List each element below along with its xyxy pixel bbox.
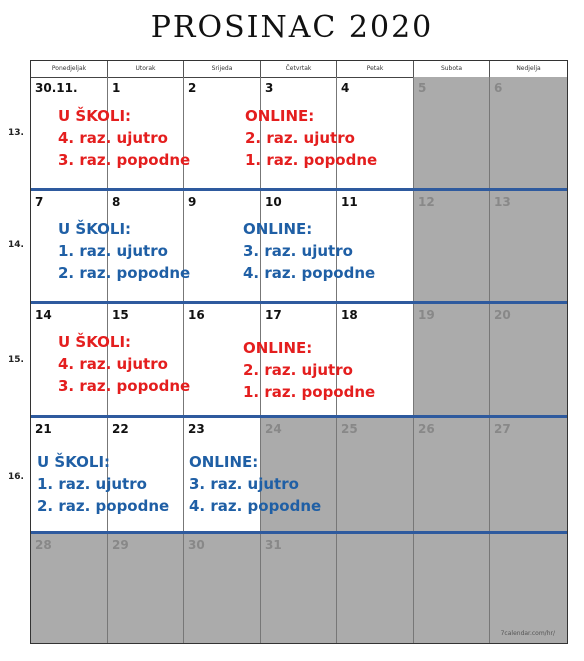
note-school-week14 <box>58 218 190 284</box>
source-footer: 7calendar.com/hr/ <box>500 630 555 637</box>
day-number: 14 <box>35 308 52 322</box>
day-number: 19 <box>418 308 435 322</box>
day-number: 5 <box>418 81 427 95</box>
day-cell <box>337 534 414 643</box>
week-separator <box>31 415 567 418</box>
note-line: 1. raz. ujutro <box>37 475 147 493</box>
note-line: 1. raz. popodne <box>245 151 378 169</box>
day-number: 24 <box>265 422 282 436</box>
note-line: 3. raz. ujutro <box>189 475 299 493</box>
day-number: 4 <box>341 81 350 95</box>
day-number: 17 <box>265 308 282 322</box>
weekday-friday: Petak <box>337 61 414 77</box>
weekday-sunday: Nedjelja <box>516 65 541 72</box>
day-number: 8 <box>112 195 121 209</box>
day-cell <box>490 534 567 643</box>
week-separator <box>31 531 567 534</box>
note-title: U ŠKOLI: <box>37 453 111 471</box>
weekday-saturday: Subota <box>414 61 490 77</box>
note-line: 3. raz. ujutro <box>243 242 353 260</box>
day-number: 11 <box>341 195 358 209</box>
day-number: 22 <box>112 422 129 436</box>
day-number: 20 <box>494 308 511 322</box>
day-number: 26 <box>418 422 435 436</box>
weekday-monday: Ponedjeljak <box>31 61 108 77</box>
day-cell <box>490 304 567 415</box>
day-number: 23 <box>188 422 205 436</box>
note-school-week15 <box>58 331 190 397</box>
day-cell <box>414 418 490 531</box>
calendar-grid <box>30 60 568 644</box>
day-number: 30.11. <box>35 81 78 95</box>
day-cell <box>414 534 490 643</box>
day-number: 3 <box>265 81 274 95</box>
day-number: 1 <box>112 81 121 95</box>
day-number: 25 <box>341 422 358 436</box>
day-cell <box>184 534 261 643</box>
weekday-thursday: Četvrtak <box>261 61 337 77</box>
note-line: 4. raz. popodne <box>243 264 376 282</box>
day-number: 27 <box>494 422 511 436</box>
day-cell <box>261 534 337 643</box>
day-cell <box>31 534 108 643</box>
note-title: ONLINE: <box>243 220 313 238</box>
day-number: 30 <box>188 538 205 552</box>
day-number: 28 <box>35 538 52 552</box>
note-title: ONLINE: <box>243 339 313 357</box>
note-title: U ŠKOLI: <box>58 107 132 125</box>
day-cell <box>414 77 490 188</box>
note-title: U ŠKOLI: <box>58 220 132 238</box>
day-cell <box>414 304 490 415</box>
day-number: 7 <box>35 195 44 209</box>
day-number: 12 <box>418 195 435 209</box>
day-number: 21 <box>35 422 52 436</box>
day-number: 18 <box>341 308 358 322</box>
day-cell <box>490 191 567 301</box>
note-line: 3. raz. popodne <box>58 377 191 395</box>
day-number: 6 <box>494 81 503 95</box>
note-line: 4. raz. ujutro <box>58 355 168 373</box>
weekday-header <box>31 61 567 78</box>
note-school-week13 <box>58 105 190 171</box>
day-number: 16 <box>188 308 205 322</box>
note-line: 4. raz. popodne <box>189 497 322 515</box>
day-cell <box>490 77 567 188</box>
day-number: 10 <box>265 195 282 209</box>
day-cell <box>490 418 567 531</box>
calendar-title: PROSINAC 2020 <box>150 10 434 45</box>
week-separator <box>31 301 567 304</box>
note-line: 2. raz. ujutro <box>243 361 353 379</box>
day-number: 2 <box>188 81 197 95</box>
note-online-week15 <box>243 337 375 403</box>
note-online-week14 <box>243 218 375 284</box>
day-number: 9 <box>188 195 197 209</box>
weekday-wednesday: Srijeda <box>184 61 261 77</box>
note-online-week16 <box>189 451 321 517</box>
week-number-13: 13. <box>8 128 24 138</box>
week-number-14: 14. <box>8 240 24 250</box>
note-line: 4. raz. ujutro <box>58 129 168 147</box>
note-title: ONLINE: <box>189 453 259 471</box>
note-school-week16 <box>37 451 169 517</box>
note-line: 2. raz. popodne <box>37 497 170 515</box>
day-number: 29 <box>112 538 129 552</box>
day-cell <box>414 191 490 301</box>
day-number: 13 <box>494 195 511 209</box>
day-number: 31 <box>265 538 282 552</box>
day-cell <box>337 418 414 531</box>
note-title: ONLINE: <box>245 107 315 125</box>
note-line: 1. raz. popodne <box>243 383 376 401</box>
note-line: 3. raz. popodne <box>58 151 191 169</box>
note-line: 1. raz. ujutro <box>58 242 168 260</box>
weekday-tuesday: Utorak <box>108 61 184 77</box>
day-number: 15 <box>112 308 129 322</box>
note-line: 2. raz. ujutro <box>245 129 355 147</box>
note-title: U ŠKOLI: <box>58 333 132 351</box>
day-cell <box>108 534 184 643</box>
note-line: 2. raz. popodne <box>58 264 191 282</box>
week-number-16: 16. <box>8 472 24 482</box>
week-separator <box>31 188 567 191</box>
week-number-15: 15. <box>8 355 24 365</box>
note-online-week13 <box>245 105 377 171</box>
